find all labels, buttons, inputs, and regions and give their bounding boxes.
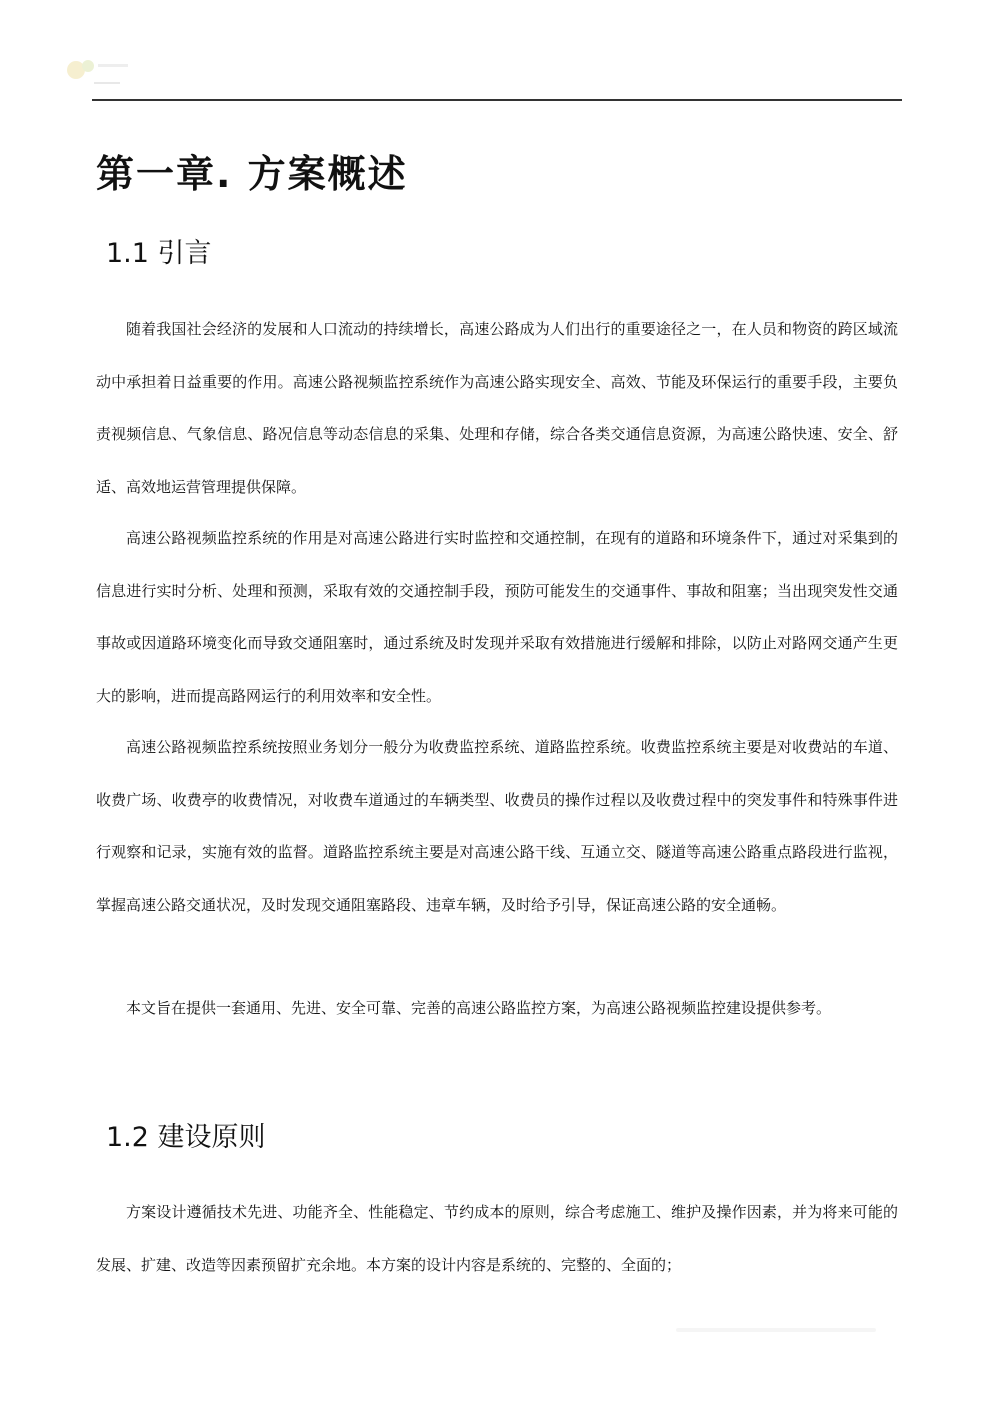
paragraph: 高速公路视频监控系统的作用是对高速公路进行实时监控和交通控制，在现有的道路和环境条件下，通过对采集到的信息进行实时分析、处理和预测，采取有效的交通控制手段，预防可能发生的交通事件、事故和阻塞；当出现突发性交通事故或因道路环境变化而导致交通阻塞时，通过系统及时发现并采取有效措施进行缓解和排除，以防止对路网交通产生更大的影响，进而提高路网运行的利用效率和安全性。 (96, 529, 898, 705)
paragraph: 高速公路视频监控系统按照业务划分一般分为收费监控系统、道路监控系统。收费监控系统主要是对收费站的车道、收费广场、收费亭的收费情况，对收费车道通过的车辆类型、收费员的操作过程以及收费过程中的突发事件和特殊事件进行观察和记录，实施有效的监督。道路监控系统主要是对高速公路干线、互通立交、隧道等高速公路重点路段进行监视，掌握高速公路交通状况，及时发现交通阻塞路段、违章车辆，及时给予引导，保证高速公路的安全通畅。 (96, 738, 898, 914)
paragraph: 随着我国社会经济的发展和人口流动的持续增长，高速公路成为人们出行的重要途径之一，在人员和物资的跨区域流动中承担着日益重要的作用。高速公路视频监控系统作为高速公路实现安全、高效、节能及环保运行的重要手段，主要负责视频信息、气象信息、路况信息等动态信息的采集、处理和存储，综合各类交通信息资源，为高速公路快速、安全、舒适、高效地运营管理提供保障。 (96, 320, 898, 496)
section-title-introduction: 1.1 引言 (106, 238, 212, 269)
header-divider (92, 99, 902, 101)
company-logo-icon (58, 52, 138, 92)
chapter-title: 第一章. 方案概述 (96, 152, 408, 196)
paragraph: 方案设计遵循技术先进、功能齐全、性能稳定、节约成本的原则，综合考虑施工、维护及操作因素，并为将来可能的发展、扩建、改造等因素预留扩充余地。本方案的设计内容是系统的、完整的、全面的； (96, 1203, 898, 1274)
watermark-icon (676, 1320, 876, 1340)
section-title-principles: 1.2 建设原则 (106, 1122, 266, 1153)
paragraph: 本文旨在提供一套通用、先进、安全可靠、完善的高速公路监控方案，为高速公路视频监控建设提供参考。 (126, 999, 832, 1017)
